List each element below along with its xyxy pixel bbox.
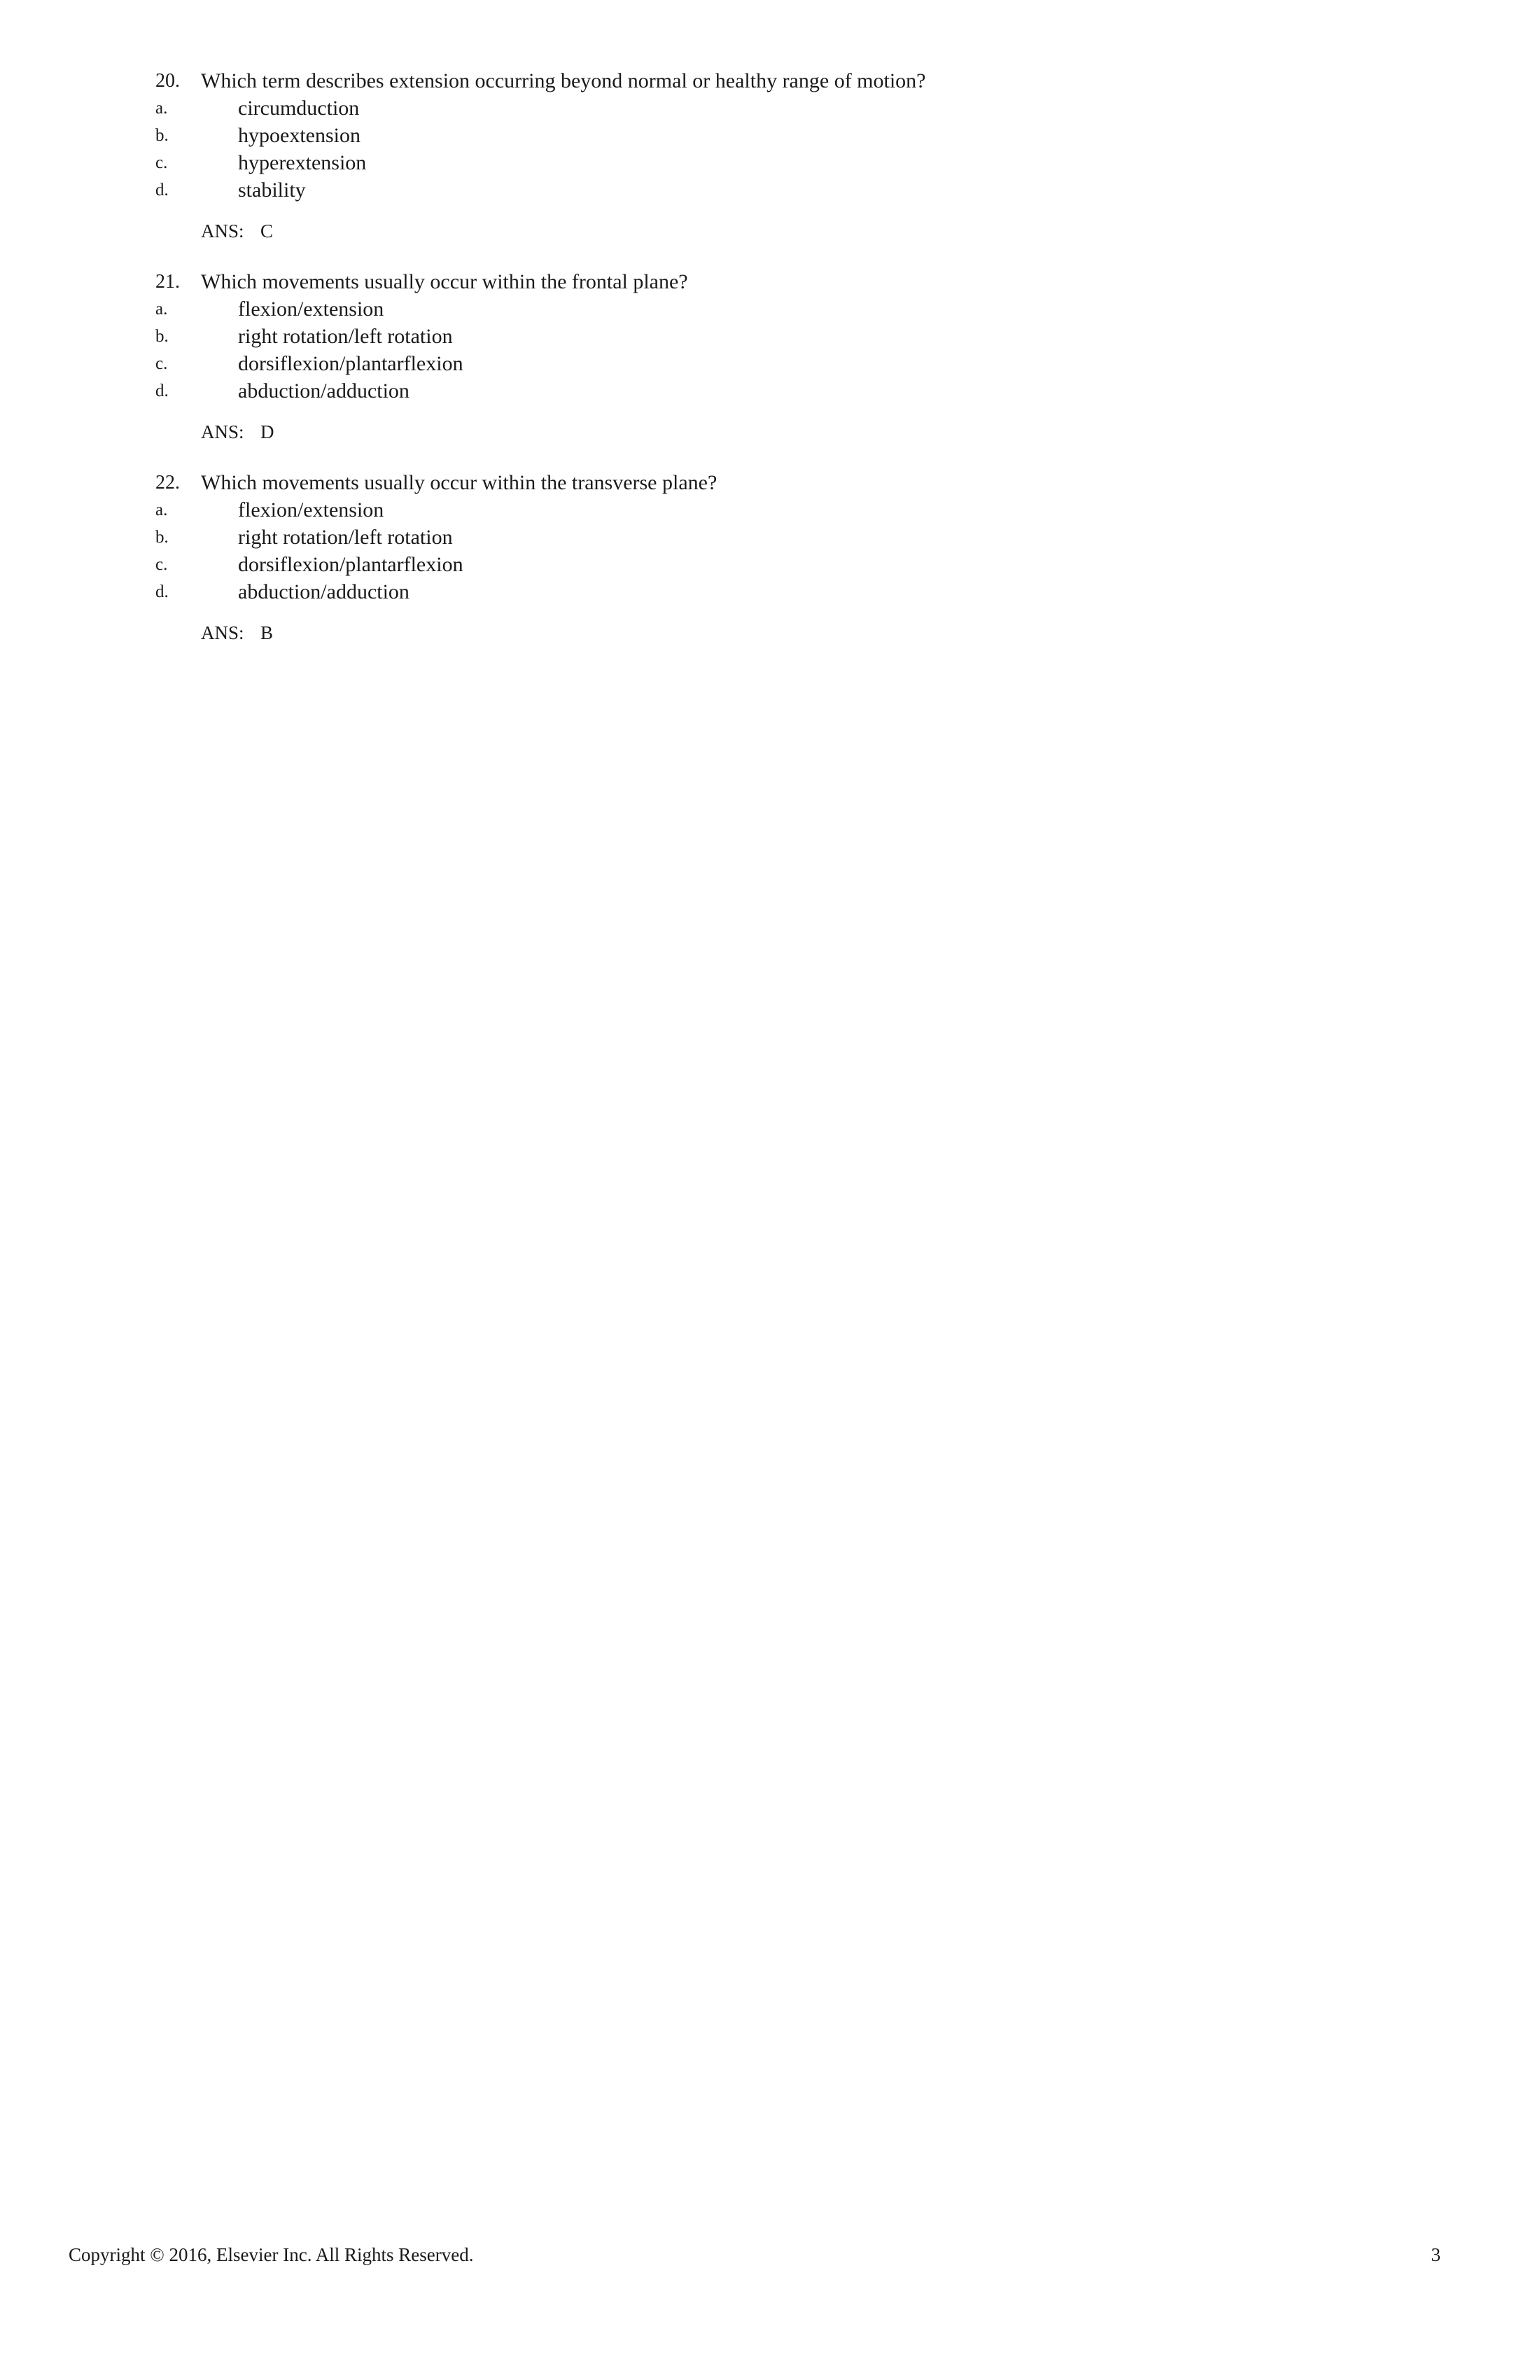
question-number: 20.: [155, 70, 180, 92]
page-footer: [69, 2242, 1441, 2267]
answer-line: [155, 218, 1345, 245]
option-c: [155, 350, 1345, 377]
answer-value: B: [260, 622, 274, 643]
option-text: hyperextension: [238, 151, 367, 174]
answer-line: [155, 419, 1345, 446]
option-text: abduction/adduction: [238, 379, 410, 402]
question-text: Which movements usually occur within the transverse plane?: [201, 471, 718, 494]
option-letter: a.: [155, 500, 168, 519]
option-text: right rotation/left rotation: [238, 526, 453, 549]
option-letter: d.: [155, 382, 169, 400]
option-d: [155, 377, 1345, 405]
option-list: [155, 295, 1345, 405]
question-number: 21.: [155, 271, 180, 293]
option-text: abduction/adduction: [238, 580, 410, 603]
option-list: [155, 496, 1345, 606]
option-text: stability: [238, 178, 306, 202]
option-b: [155, 122, 1345, 149]
option-letter: b.: [155, 528, 169, 547]
question-text: Which term describes extension occurring beyond normal or healthy range of motion?: [201, 69, 926, 92]
option-d: [155, 176, 1345, 204]
question-stem: [155, 268, 1345, 295]
question-text: Which movements usually occur within the frontal plane?: [201, 270, 688, 293]
page-number: 3: [1431, 2244, 1441, 2265]
answer-value: D: [260, 421, 274, 442]
option-a: [155, 496, 1345, 524]
answer-value: C: [260, 220, 274, 241]
option-text: right rotation/left rotation: [238, 325, 453, 348]
option-text: dorsiflexion/plantarflexion: [238, 352, 463, 375]
option-letter: a.: [155, 300, 168, 318]
option-d: [155, 578, 1345, 606]
question-21: [155, 268, 1345, 446]
question-20: [155, 67, 1345, 245]
option-letter: c.: [155, 153, 168, 172]
question-stem: [155, 67, 1345, 94]
option-letter: c.: [155, 555, 168, 574]
option-text: dorsiflexion/plantarflexion: [238, 553, 463, 576]
option-c: [155, 149, 1345, 176]
option-text: hypoextension: [238, 124, 360, 147]
option-letter: c.: [155, 354, 168, 373]
option-letter: d.: [155, 582, 169, 601]
option-text: flexion/extension: [238, 298, 384, 321]
answer-label: ANS:: [201, 421, 244, 442]
option-c: [155, 551, 1345, 578]
option-a: [155, 295, 1345, 323]
option-b: [155, 323, 1345, 350]
answer-line: [155, 620, 1345, 647]
option-letter: b.: [155, 126, 169, 145]
option-text: circumduction: [238, 97, 360, 120]
option-text: flexion/extension: [238, 498, 384, 522]
option-a: [155, 94, 1345, 122]
option-b: [155, 524, 1345, 551]
answer-label: ANS:: [201, 220, 244, 241]
option-letter: a.: [155, 99, 168, 118]
answer-label: ANS:: [201, 622, 244, 643]
question-22: [155, 469, 1345, 647]
copyright-notice: Copyright © 2016, Elsevier Inc. All Rights Reserved.: [69, 2244, 474, 2265]
option-letter: b.: [155, 327, 169, 346]
question-stem: [155, 469, 1345, 496]
option-letter: d.: [155, 181, 169, 200]
option-list: [155, 94, 1345, 204]
question-number: 22.: [155, 472, 180, 493]
